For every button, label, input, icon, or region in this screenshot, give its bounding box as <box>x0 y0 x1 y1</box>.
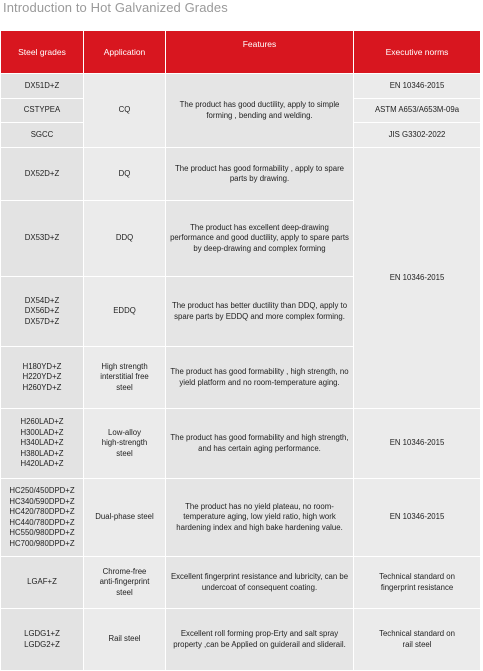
features-cell: The product has good formability , apply to spare parts by drawing. <box>166 148 354 201</box>
features-cell: The product has good formability , high strength, no yield platform and no room-temperature aging. <box>166 347 354 409</box>
grade-cell: SGCC <box>1 123 84 148</box>
norm-cell: Technical standard on rail steel <box>354 609 481 671</box>
header-features: Features <box>166 31 354 74</box>
page-title: Introduction to Hot Galvanized Grades <box>3 0 228 15</box>
norm-cell: EN 10346-2015 <box>354 148 481 409</box>
header-application: Application <box>84 31 166 74</box>
grade-cell: CSTYPEA <box>1 99 84 123</box>
norm-cell: EN 10346-2015 <box>354 409 481 479</box>
features-cell: The product has excellent deep-drawing performance and good ductility, apply to spare parts by deep-drawing and complex forming <box>166 201 354 277</box>
features-cell: The product has good formability and high strength, and has certain aging performance. <box>166 409 354 479</box>
norm-cell: EN 10346-2015 <box>354 74 481 99</box>
features-cell: The product has better ductility than DDQ, apply to spare parts by EDDQ and more complex forming. <box>166 277 354 347</box>
header-steel-grades: Steel grades <box>1 31 84 74</box>
table-row <box>1 74 481 99</box>
grade-cell: H260LAD+Z H300LAD+Z H340LAD+Z H380LAD+Z H420LAD+Z <box>1 409 84 479</box>
features-cell: Excellent fingerprint resistance and lubricity, can be undercoat of consequent coating. <box>166 557 354 609</box>
grades-table <box>0 30 481 671</box>
grade-cell: DX51D+Z <box>1 74 84 99</box>
table-row <box>1 409 481 479</box>
grade-cell: DX54D+Z DX56D+Z DX57D+Z <box>1 277 84 347</box>
table-row <box>1 557 481 609</box>
application-cell: CQ <box>84 74 166 148</box>
grade-cell: HC250/450DPD+Z HC340/590DPD+Z HC420/780DPD+Z HC440/780DPD+Z HC550/980DPD+Z HC700/980DPD+Z <box>1 479 84 557</box>
application-cell: Dual-phase steel <box>84 479 166 557</box>
grade-cell: LGDG1+Z LGDG2+Z <box>1 609 84 671</box>
norm-cell: EN 10346-2015 <box>354 479 481 557</box>
grade-cell: DX53D+Z <box>1 201 84 277</box>
features-cell: Excellent roll forming prop-Erty and salt spray property ,can be Applied on guiderail and sliderail. <box>166 609 354 671</box>
features-cell: The product has no yield plateau, no room-temperature aging, low yield ratio, high work hardening index and high bake hardening value. <box>166 479 354 557</box>
table-row <box>1 148 481 201</box>
application-cell: High strength interstitial free steel <box>84 347 166 409</box>
norm-cell: ASTM A653/A653M-09a <box>354 99 481 123</box>
norm-cell: JIS G3302-2022 <box>354 123 481 148</box>
table-header-row <box>1 31 481 74</box>
application-cell: Low-alloy high-strength steel <box>84 409 166 479</box>
grade-cell: LGAF+Z <box>1 557 84 609</box>
application-cell: DQ <box>84 148 166 201</box>
table-row <box>1 479 481 557</box>
header-executive-norms: Executive norms <box>354 31 481 74</box>
grade-cell: DX52D+Z <box>1 148 84 201</box>
grade-cell: H180YD+Z H220YD+Z H260YD+Z <box>1 347 84 409</box>
application-cell: EDDQ <box>84 277 166 347</box>
application-cell: Chrome-free anti-fingerprint steel <box>84 557 166 609</box>
table-row <box>1 609 481 671</box>
application-cell: DDQ <box>84 201 166 277</box>
features-cell: The product has good ductility, apply to simple forming , bending and welding. <box>166 74 354 148</box>
norm-cell: Technical standard on fingerprint resistance <box>354 557 481 609</box>
application-cell: Rail steel <box>84 609 166 671</box>
